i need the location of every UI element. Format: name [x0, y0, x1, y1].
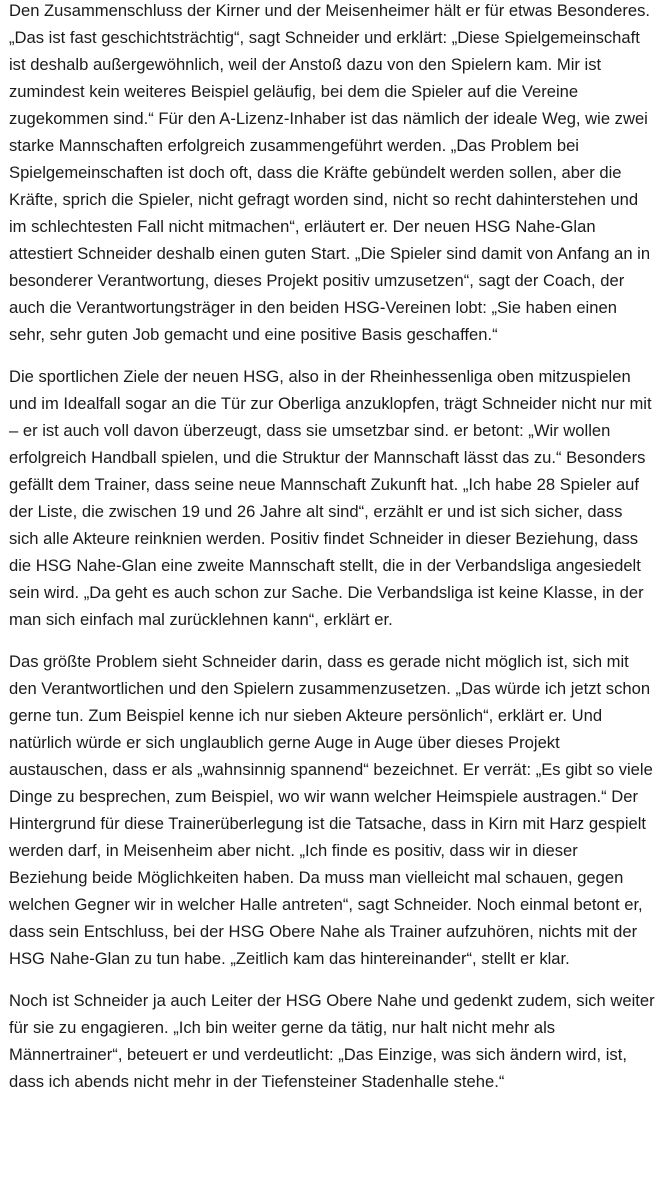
article-paragraph-2: Die sportlichen Ziele der neuen HSG, also in der Rheinhessenliga oben mitzuspielen und im Idealfall sogar an die Tür zur Oberliga anzuklopfen, trägt Schneider nicht nur mit – er ist auch voll davon überzeugt, dass sie umsetzbar sind. er betont: „Wir wollen erfolgreich Handball spielen, und die Struktur der Mannschaft lässt das zu.“ Besonders gefällt dem Trainer, dass seine neue Mannschaft Zukunft hat. „Ich habe 28 Spieler auf der Liste, die zwischen 19 und 26 Jahre alt sind“, erzählt er und ist sich sicher, dass sich alle Akteure reinknien werden. Positiv findet Schneider in dieser Beziehung, dass die HSG Nahe-Glan eine zweite Mannschaft stellt, die in der Verbandsliga angesiedelt sein wird. „Da geht es auch schon zur Sache. Die Verbandsliga ist keine Klasse, in der man sich einfach mal zurücklehnen kann“, erklärt er. [9, 367, 652, 629]
article-paragraph-3: Das größte Problem sieht Schneider darin, dass es gerade nicht möglich ist, sich mit den Verantwortlichen und den Spielern zusammenzusetzen. „Das würde ich jetzt schon gerne tun. Zum Beispiel kenne ich nur sieben Akteure persönlich“, erklärt er. Und natürlich würde er sich unglaublich gerne Auge in Auge über dieses Projekt austauschen, dass er als „wahnsinnig spannend“ bezeichnet. Er verrät: „Es gibt so viele Dinge zu besprechen, zum Beispiel, wo wir wann welcher Heimspiele austragen.“ Der Hintergrund für diese Trainerüberlegung ist die Tatsache, dass in Kirn mit Harz gespielt werden darf, in Meisenheim aber nicht. „Ich finde es positiv, dass wir in dieser Beziehung beide Möglichkeiten haben. Da muss man vielleicht mal schauen, gegen welchen Gegner wir in welcher Halle antreten“, sagt Schneider. Noch einmal betont er, dass sein Entschluss, bei der HSG Obere Nahe als Trainer aufzuhören, nichts mit der HSG Nahe-Glan zu tun habe. „Zeitlich kam das hintereinander“, stellt er klar. [9, 652, 653, 968]
article-paragraph-4: Noch ist Schneider ja auch Leiter der HSG Obere Nahe und gedenkt zudem, sich weiter für sie zu engagieren. „Ich bin weiter gerne da tätig, nur halt nicht mehr als Männertrainer“, beteuert er und verdeutlicht: „Das Einzige, was sich ändern wird, ist, dass ich abends nicht mehr in der Tiefensteiner Stadenhalle stehe.“ [9, 991, 655, 1091]
article-paragraph-1: Den Zusammenschluss der Kirner und der Meisenheimer hält er für etwas Besonderes. „Das ist fast geschichtsträchtig“, sagt Schneider und erklärt: „Diese Spielgemeinschaft ist deshalb außergewöhnlich, weil der Anstoß dazu von den Spielern kam. Mir ist zumindest kein weiteres Beispiel geläufig, bei dem die Spieler auf die Vereine zugekommen sind.“ Für den A-Lizenz-Inhaber ist das nämlich der ideale Weg, wie zwei starke Mannschaften erfolgreich zusammengeführt werden. „Das Problem bei Spielgemeinschaften ist doch oft, dass die Kräfte gebündelt werden sollen, aber die Kräfte, sprich die Spieler, nicht gefragt worden sind, nicht so recht dahinterstehen und im schlechtesten Fall nicht mitmachen“, erläutert er. Der neuen HSG Nahe-Glan attestiert Schneider deshalb einen guten Start. „Die Spieler sind damit von Anfang an in besonderer Verantwortung, dieses Projekt positiv umzusetzen“, sagt der Coach, der auch die Verantwortungsträger in den beiden HSG-Vereinen lobt: „Sie haben einen sehr, sehr guten Job gemacht und eine positive Basis geschaffen.“ [9, 1, 651, 344]
